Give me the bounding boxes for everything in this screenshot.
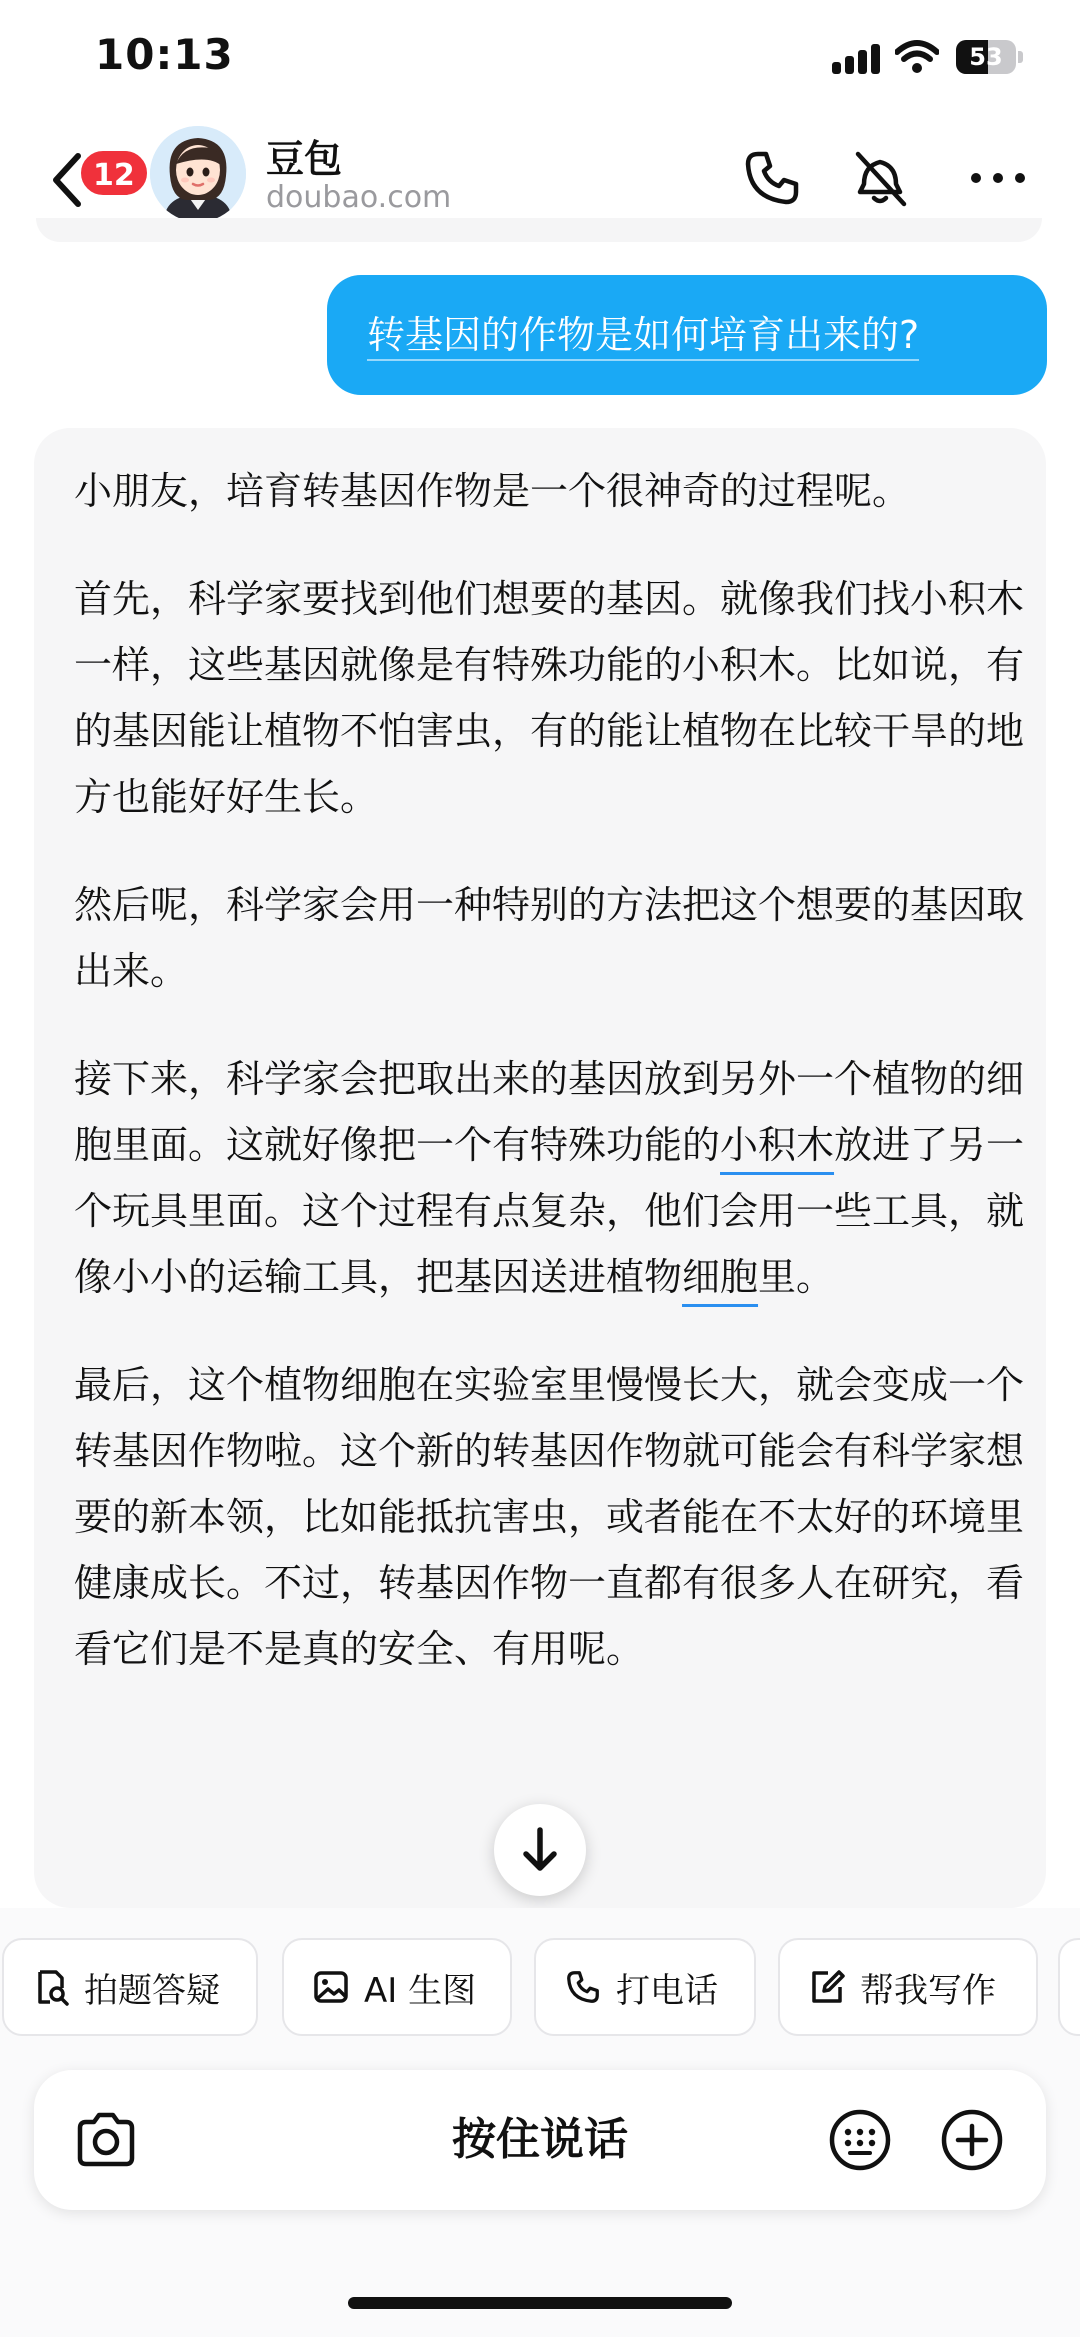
previous-message-edge bbox=[36, 218, 1042, 242]
edit-icon bbox=[808, 1968, 846, 2006]
photo-question-icon bbox=[32, 1968, 70, 2006]
status-bar bbox=[0, 0, 1080, 120]
image-icon bbox=[312, 1968, 350, 2006]
contact-subtitle: doubao.com bbox=[266, 180, 452, 215]
bot-paragraph-3: 然后呢，科学家会用一种特别的方法把这个想要的基因取出来。 bbox=[74, 883, 1025, 993]
bot-paragraph-5: 最后，这个植物细胞在实验室里慢慢长大，就会变成一个转基因作物啦。这个新的转基因作物就可能会有科学家想要的新本领，比如能抵抗害虫，或者能在不太好的环境里健康成长。不过，转基因作物一直都有很多人在研究，看看它们是不是真的安全、有用呢。 bbox=[74, 1363, 1025, 1671]
quick-action-label: 拍题答疑 bbox=[84, 1970, 220, 2011]
bot-message-text bbox=[74, 458, 1034, 1724]
user-message-text: 转基因的作物是如何培育出来的? bbox=[367, 313, 919, 361]
quick-action-overflow[interactable] bbox=[1058, 1938, 1080, 2036]
quick-action-writing[interactable] bbox=[778, 1938, 1038, 2036]
bot-paragraph-4-part-2: 放进了另一个玩具里面。这个过程有点复杂，他们会用一些工具，就像小小的运输工具，把基因送进植物 bbox=[74, 1123, 1025, 1299]
battery-percent: 53 bbox=[969, 43, 1003, 71]
more-options-button[interactable] bbox=[966, 146, 1030, 210]
mute-speaker-button[interactable] bbox=[848, 146, 912, 210]
phone-call-button[interactable] bbox=[740, 146, 804, 210]
wifi-icon bbox=[895, 40, 939, 74]
camera-button[interactable] bbox=[72, 2106, 140, 2174]
bot-paragraph-4-part-3: 里。 bbox=[758, 1255, 835, 1299]
bot-paragraph-4 bbox=[74, 1046, 1034, 1310]
quick-action-label: AI 生图 bbox=[364, 1970, 477, 2011]
quick-action-photo-question[interactable] bbox=[2, 1938, 258, 2036]
bot-paragraph-1: 小朋友，培育转基因作物是一个很神奇的过程呢。 bbox=[74, 469, 911, 513]
user-message-bubble[interactable] bbox=[327, 275, 1047, 395]
term-link-cell[interactable]: 细胞 bbox=[682, 1255, 759, 1299]
quick-action-label: 帮我写作 bbox=[860, 1970, 996, 2011]
quick-action-ai-image[interactable] bbox=[282, 1938, 512, 2036]
cellular-signal-icon bbox=[832, 44, 880, 74]
bottom-panel bbox=[0, 1908, 1080, 2337]
hold-to-talk-button[interactable]: 按住说话 bbox=[452, 2114, 628, 2165]
unread-badge: 12 bbox=[78, 148, 150, 198]
status-time: 10:13 bbox=[95, 30, 234, 79]
quick-action-label: 打电话 bbox=[616, 1970, 718, 2011]
bot-paragraph-4-part-1: 接下来，科学家会把取出来的基因放到另外一个植物的细胞里面。这就好像把一个有特殊功能的 bbox=[74, 1057, 1025, 1167]
contact-name: 豆包 bbox=[266, 137, 343, 181]
input-bar bbox=[34, 2070, 1046, 2210]
battery-icon bbox=[956, 40, 1022, 74]
avatar[interactable] bbox=[150, 126, 246, 222]
add-more-button[interactable] bbox=[938, 2106, 1006, 2174]
home-indicator bbox=[348, 2297, 732, 2309]
bot-message-card[interactable] bbox=[34, 428, 1046, 1908]
term-link-small-blocks[interactable]: 小积木 bbox=[720, 1123, 835, 1167]
quick-action-call[interactable] bbox=[534, 1938, 756, 2036]
bot-paragraph-2: 首先，科学家要找到他们想要的基因。就像我们找小积木一样，这些基因就像是有特殊功能的小积木。比如说，有的基因能让植物不怕害虫，有的能让植物在比较干旱的地方也能好好生长。 bbox=[74, 577, 1025, 819]
scroll-to-bottom-button[interactable] bbox=[494, 1804, 586, 1896]
phone-icon bbox=[564, 1968, 602, 2006]
keyboard-mode-button[interactable] bbox=[826, 2106, 894, 2174]
